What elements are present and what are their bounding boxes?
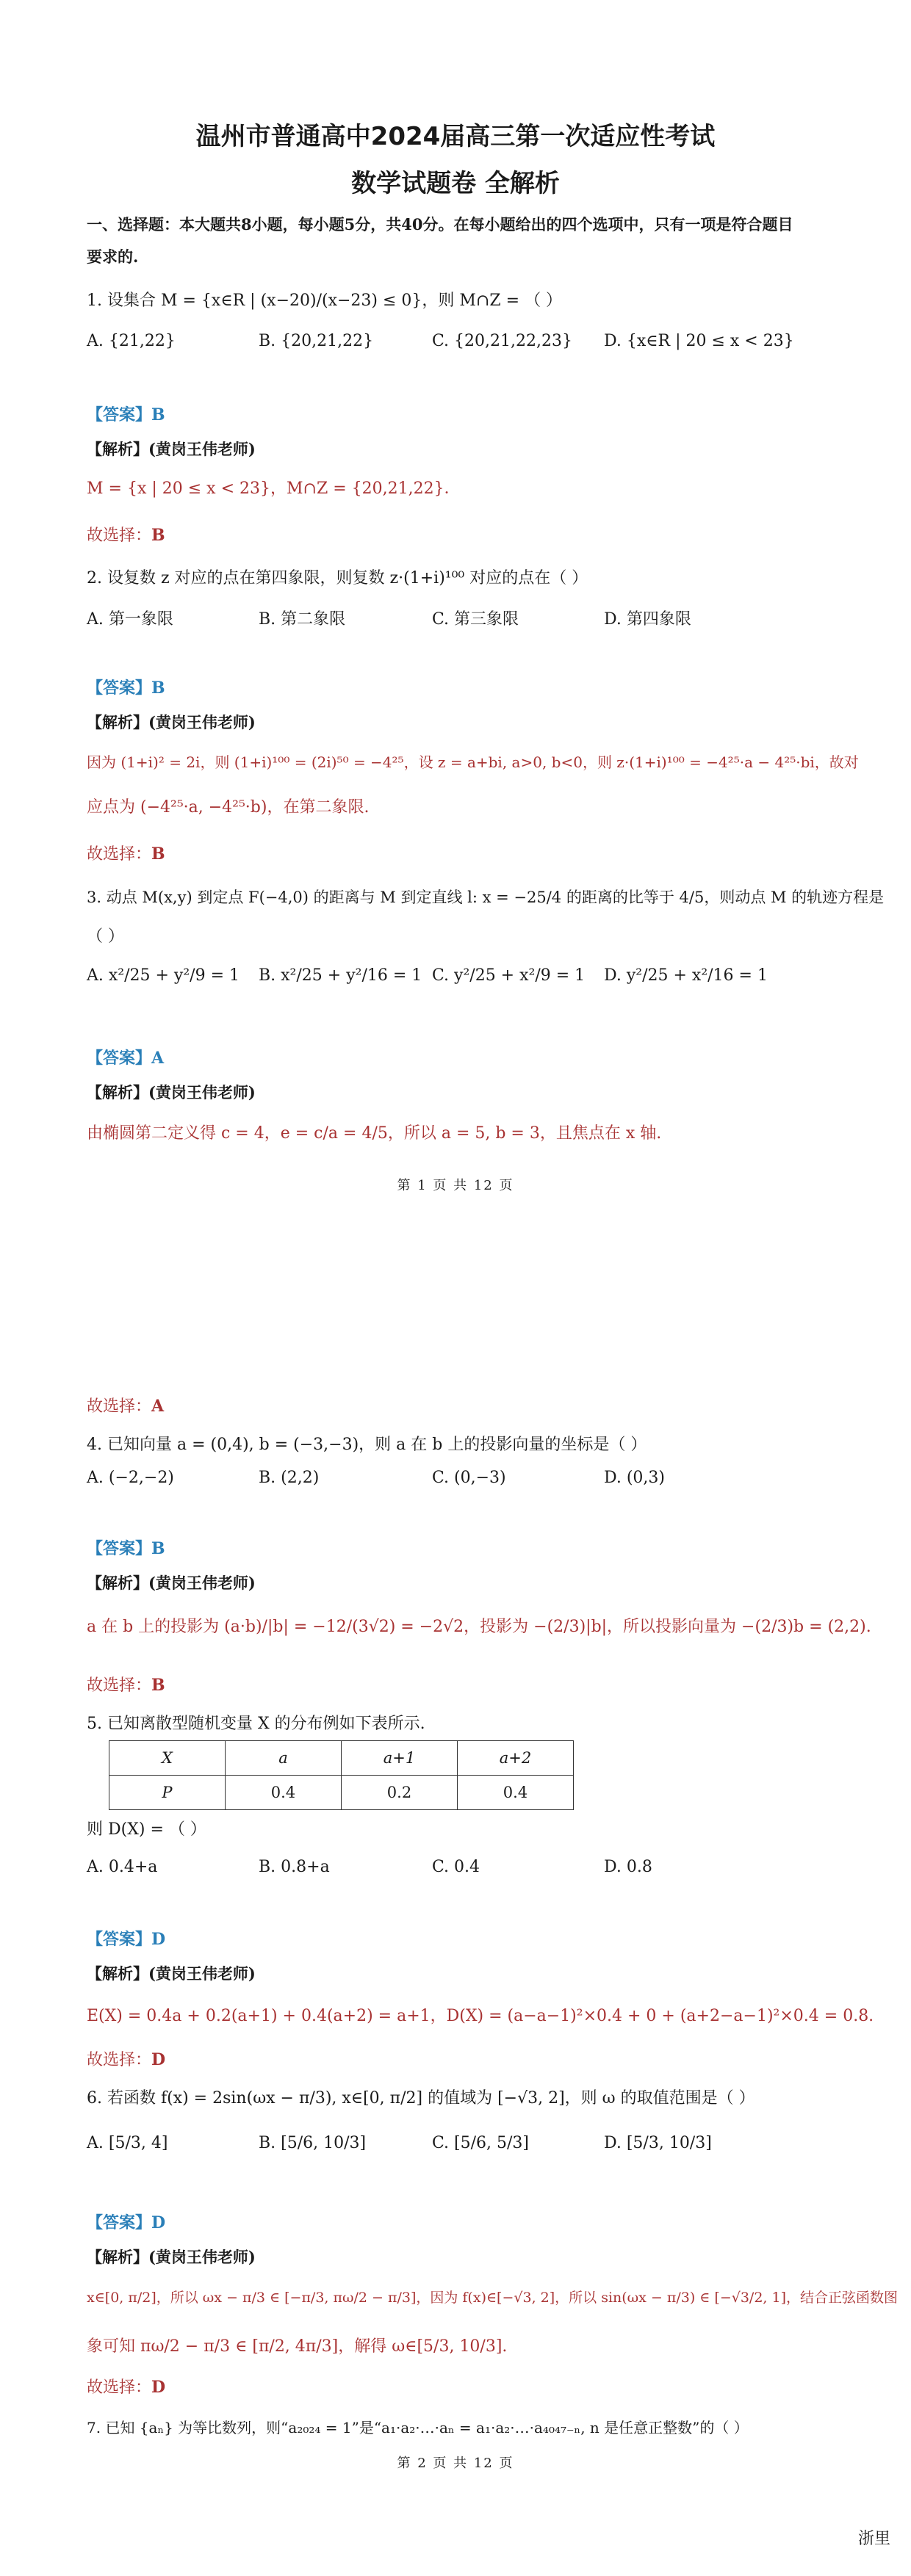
table-cell: 0.2 [342,1776,458,1810]
q1-analysis-label: 【解析】(黄岗王伟老师) [87,440,256,458]
table-cell: 0.4 [458,1776,574,1810]
q6-stem: 6. 若函数 f(x) = 2sin(ωx − π/3), x∈[0, π/2] 的值域为 [−√3, 2]，则 ω 的取值范围是（ ） [87,2089,755,2108]
q4-option-b: B. (2,2) [259,1469,320,1487]
q6-option-d: D. [5/3, 10/3] [604,2134,712,2152]
page-subtitle: 数学试题卷 全解析 [351,169,560,198]
q2-option-a: A. 第一象限 [87,610,173,629]
q5-stem: 5. 已知离散型随机变量 X 的分布例如下表所示. [87,1715,425,1733]
q7-stem: 7. 已知 {aₙ} 为等比数列，则“a₂₀₂₄ = 1”是“a₁·a₂·…·aₙ = a₁·a₂·…·a₄₀₄₇₋ₙ, n 是任意正整数”的（ ） [87,2419,749,2436]
q1-option-b: B. {20,21,22} [259,332,374,350]
q5-option-a: A. 0.4+a [87,1858,158,1876]
q6-answer: 【答案】D [87,2213,166,2232]
q3-choose: 故选择：A [87,1397,165,1416]
page-footer-2: 第 2 页 共 12 页 [397,2456,514,2471]
q2-answer: 【答案】B [87,679,165,698]
q2-option-b: B. 第二象限 [259,610,346,629]
q3-option-b: B. x²/25 + y²/16 = 1 [259,966,422,985]
q3-option-d: D. y²/25 + x²/16 = 1 [604,966,768,985]
q1-answer: 【答案】B [87,405,165,424]
q3-analysis-label: 【解析】(黄岗王伟老师) [87,1083,256,1101]
q2-analysis-line1: 因为 (1+i)² = 2i，则 (1+i)¹⁰⁰ = (2i)⁵⁰ = −4²⁵，设 z = a+bi, a>0, b<0，则 z·(1+i)¹⁰⁰ = −4²⁵·a − 4²⁵·bi，故对 [87,753,859,771]
q1-option-a: A. {21,22} [87,332,176,350]
section-instructions-line1: 一、选择题：本大题共8小题，每小题5分，共40分。在每小题给出的四个选项中，只有一项是符合题目 [87,215,793,234]
q5-analysis: E(X) = 0.4a + 0.2(a+1) + 0.4(a+2) = a+1，D(X) = (a−a−1)²×0.4 + 0 + (a+2−a−1)²×0.4 = 0.8. [87,2007,874,2025]
q3-option-a: A. x²/25 + y²/9 = 1 [87,966,240,985]
q6-analysis-label: 【解析】(黄岗王伟老师) [87,2248,256,2266]
q5-option-b: B. 0.8+a [259,1858,330,1876]
q6-option-c: C. [5/6, 5/3] [432,2134,529,2152]
table-row [109,1741,574,1776]
q6-analysis-line2: 象可知 πω/2 − π/3 ∈ [π/2, 4π/3]，解得 ω∈[5/3, 10/3]. [87,2337,508,2356]
q4-analysis-label: 【解析】(黄岗王伟老师) [87,1574,256,1592]
q2-option-c: C. 第三象限 [432,610,519,629]
q4-option-d: D. (0,3) [604,1469,665,1487]
q3-stem-line2: （ ） [87,927,124,946]
q1-option-d: D. {x∈R | 20 ≤ x < 23} [604,332,794,350]
q5-choose: 故选择：D [87,2050,166,2069]
table-row [109,1776,574,1810]
q5-option-c: C. 0.4 [432,1858,480,1876]
q2-option-d: D. 第四象限 [604,610,691,629]
q4-option-a: A. (−2,−2) [87,1469,174,1487]
q4-analysis: a 在 b 上的投影为 (a·b)/|b| = −12/(3√2) = −2√2，投影为 −(2/3)|b|，所以投影向量为 −(2/3)b = (2,2). [87,1618,871,1636]
table-cell: a+1 [342,1741,458,1776]
q5-option-d: D. 0.8 [604,1858,652,1876]
q3-analysis: 由椭圆第二定义得 c = 4，e = c/a = 4/5，所以 a = 5, b = 3，且焦点在 x 轴. [87,1124,662,1143]
q2-stem: 2. 设复数 z 对应的点在第四象限，则复数 z·(1+i)¹⁰⁰ 对应的点在（ ） [87,569,588,587]
q4-choose: 故选择：B [87,1676,165,1695]
table-cell: a [226,1741,342,1776]
page-title: 温州市普通高中2024届高三第一次适应性考试 [195,122,716,151]
q5-answer: 【答案】D [87,1930,166,1949]
q2-analysis-line2: 应点为 (−4²⁵·a, −4²⁵·b)，在第二象限. [87,798,370,817]
table-cell: 0.4 [226,1776,342,1810]
q4-option-c: C. (0,−3) [432,1469,506,1487]
table-cell: X [109,1741,226,1776]
q6-option-b: B. [5/6, 10/3] [259,2134,367,2152]
q1-analysis: M = {x | 20 ≤ x < 23}，M∩Z = {20,21,22}． [87,480,461,498]
q1-choose: 故选择：B [87,526,165,545]
q2-analysis-label: 【解析】(黄岗王伟老师) [87,713,256,731]
table-cell: a+2 [458,1741,574,1776]
q3-stem-line1: 3. 动点 M(x,y) 到定点 F(−4,0) 的距离与 M 到定直线 l: x = −25/4 的距离的比等于 4/5，则动点 M 的轨迹方程是 [87,889,885,906]
q5-analysis-label: 【解析】(黄岗王伟老师) [87,1964,256,1983]
q2-choose: 故选择：B [87,844,165,864]
q3-answer: 【答案】A [87,1049,165,1068]
table-cell: P [109,1776,226,1810]
q4-answer: 【答案】B [87,1539,165,1558]
q6-choose: 故选择：D [87,2378,166,2397]
q3-option-c: C. y²/25 + x²/9 = 1 [432,966,586,985]
q1-stem: 1. 设集合 M = {x∈R | (x−20)/(x−23) ≤ 0}，则 M∩Z = （ ） [87,292,563,310]
q6-option-a: A. [5/3, 4] [87,2134,168,2152]
q4-stem: 4. 已知向量 a = (0,4), b = (−3,−3)，则 a 在 b 上的投影向量的坐标是（ ） [87,1436,647,1454]
page-footer-1: 第 1 页 共 12 页 [397,1178,514,1193]
q1-option-c: C. {20,21,22,23} [432,332,572,350]
q6-analysis-line1: x∈[0, π/2]，所以 ωx − π/3 ∈ [−π/3, πω/2 − π/3]，因为 f(x)∈[−√3, 2]，所以 sin(ωx − π/3) ∈ [−√3/2, 1]，结合正弦函数图 [87,2290,899,2306]
distribution-table [109,1740,574,1810]
watermark-text: 浙里 [857,2530,890,2548]
q5-stem2: 则 D(X) = （ ） [87,1820,206,1839]
section-instructions-line2: 要求的. [87,247,139,266]
